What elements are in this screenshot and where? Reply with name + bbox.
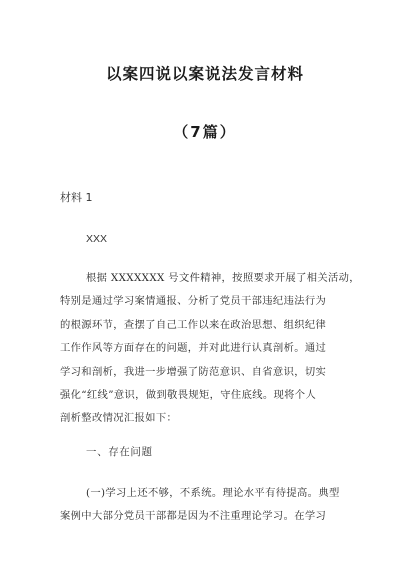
document-subtitle: （7篇） [173,123,237,141]
section-heading-problems: 一、存在问题 [86,446,153,458]
paragraph-line: 的根源环节，查摆了自己工作以来在政治思想、组织纪律 [60,318,327,331]
section-label: 材料 1 [60,191,93,204]
paragraph-line: 强化“红线”意识，做到敬畏规矩，守住底线。现将个人 [60,389,317,402]
paragraph-line: 案例中大部分党员干部都是因为不注重理论学习。在学习 [60,510,327,523]
paragraph-line: 剖析整改情况汇报如下： [60,412,178,425]
paragraph-line: 工作作风等方面存在的问题，并对此进行认真剖析。通过 [60,342,327,355]
addressee: XXX [86,233,108,245]
paragraph-intro [60,267,360,431]
paragraph-line: 根据 XXXXXXX 号文件精神，按照要求开展了相关活动， [86,272,360,284]
paragraph-line: 学习和剖析，我进一步增强了防范意识、自省意识，切实 [60,365,327,378]
paragraph-problem-1 [60,482,360,529]
document-title: 以案四说以案说法发言材料 [105,65,304,83]
paragraph-line: (一)学习上还不够，不系统。理论水平有待提高。典型 [86,487,340,499]
paragraph-line: 特别是通过学习案情通报、分析了党员干部违纪违法行为 [60,295,327,308]
